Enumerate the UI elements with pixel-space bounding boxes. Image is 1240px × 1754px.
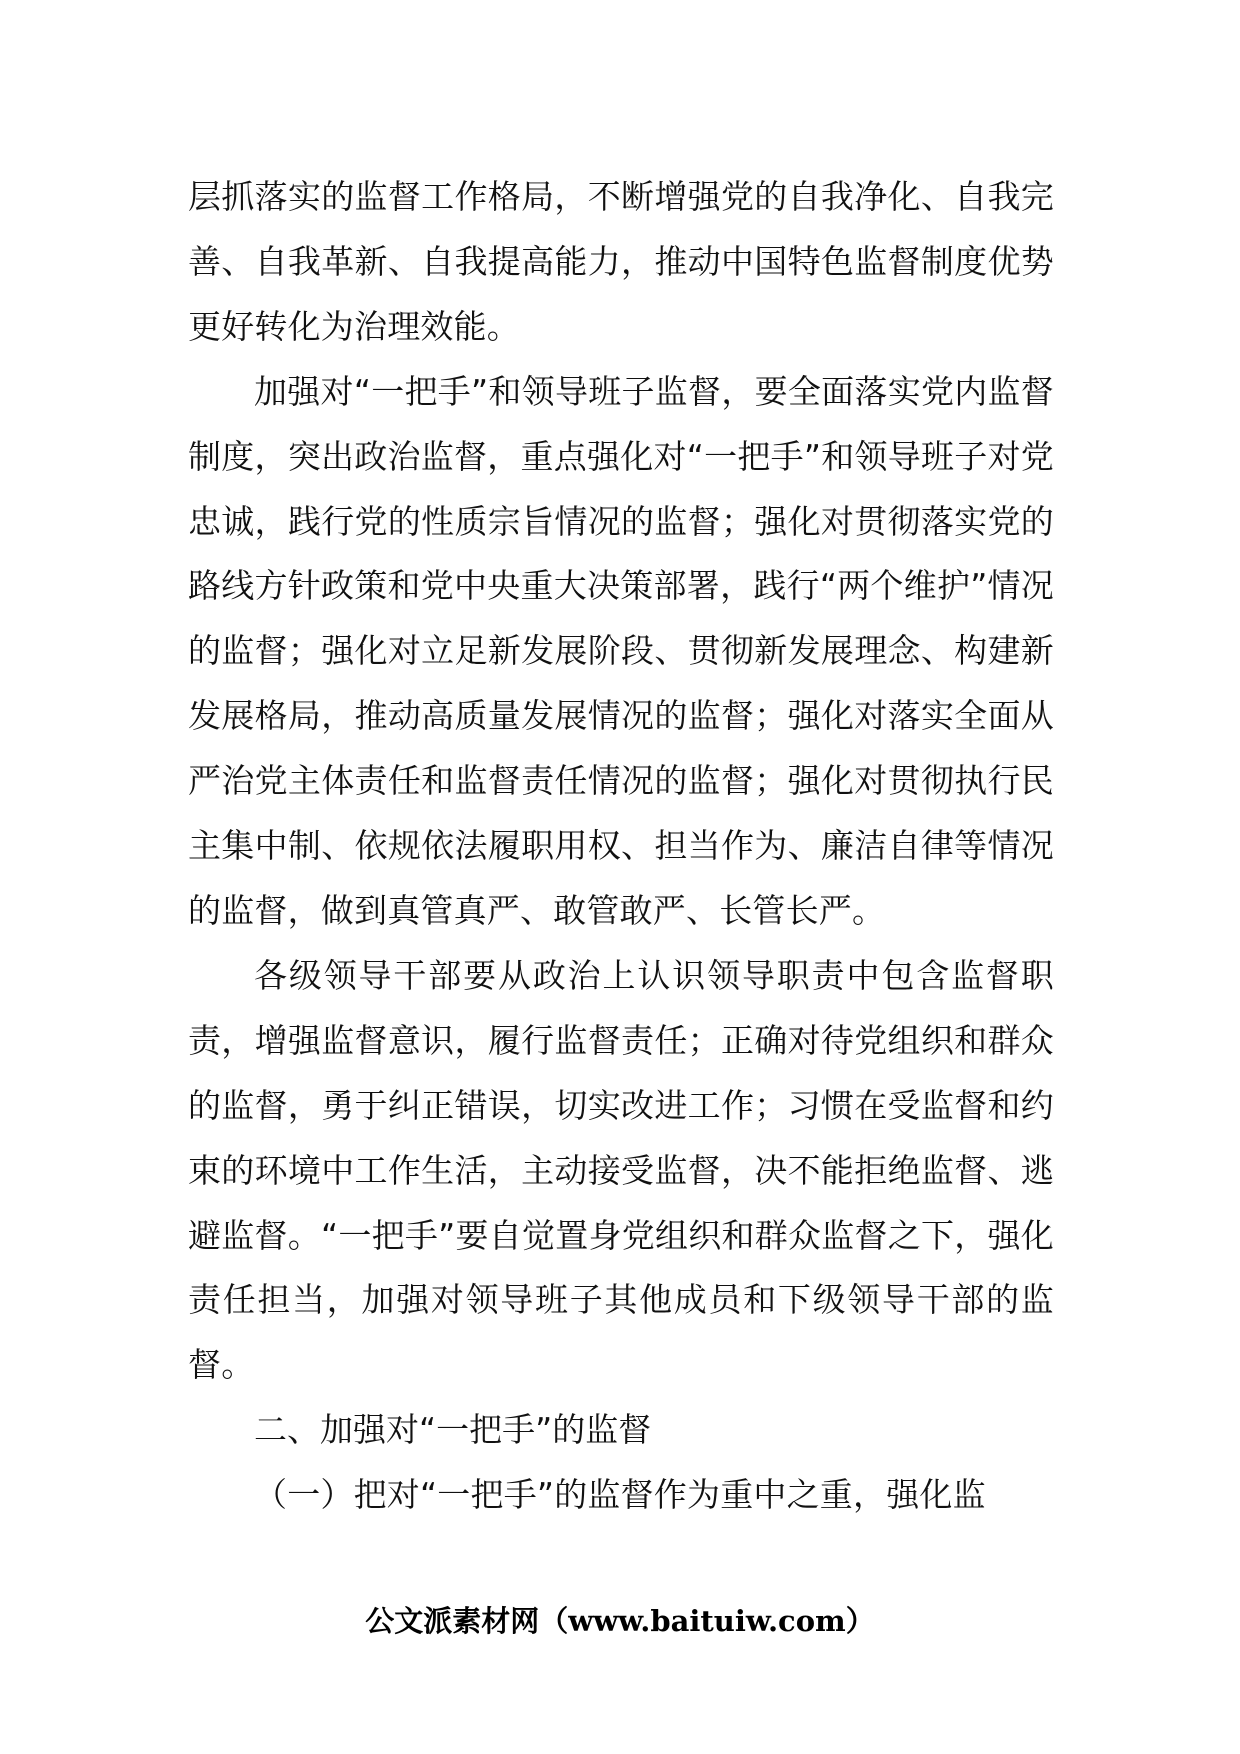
paragraph-leadership-supervision: 加强对“一把手”和领导班子监督，要全面落实党内监督制度，突出政治监督，重点强化对“一把手”和领导班子对党忠诚，践行党的性质宗旨情况的监督；强化对贯彻落实党的路线方针政策和党中央重大决策部署，践行“两个维护”情况的监督；强化对立足新发展阶段、贯彻新发展理念、构建新发展格局，推动高质量发展情况的监督；强化对落实全面从严治党主体责任和监督责任情况的监督；强化对贯彻执行民主集中制、依规依法履职用权、担当作为、廉洁自律等情况的监督，做到真管真严、敢管敢严、长管长严。 (188, 371, 1054, 930)
site-footer-watermark: 公文派素材网（www.baituiw.com） (365, 1604, 875, 1638)
paragraph-subsection-start: （一）把对“一把手”的监督作为重中之重，强化监 (254, 1475, 986, 1515)
section-heading: 二、加强对“一把手”的监督 (254, 1410, 652, 1450)
paragraph-cadre-responsibility: 各级领导干部要从政治上认识领导职责中包含监督职责，增强监督意识，履行监督责任；正确对待党组织和群众的监督，勇于纠正错误，切实改进工作；习惯在受监督和约束的环境中工作生活，主动接受监督，决不能拒绝监督、逃避监督。“一把手”要自觉置身党组织和群众监督之下，强化责任担当，加强对领导班子其他成员和下级领导干部的监督。 (188, 955, 1054, 1385)
paragraph-continuation: 层抓落实的监督工作格局，不断增强党的自我净化、自我完善、自我革新、自我提高能力，推动中国特色监督制度优势更好转化为治理效能。 (188, 177, 1054, 346)
document-body (188, 165, 1054, 1528)
